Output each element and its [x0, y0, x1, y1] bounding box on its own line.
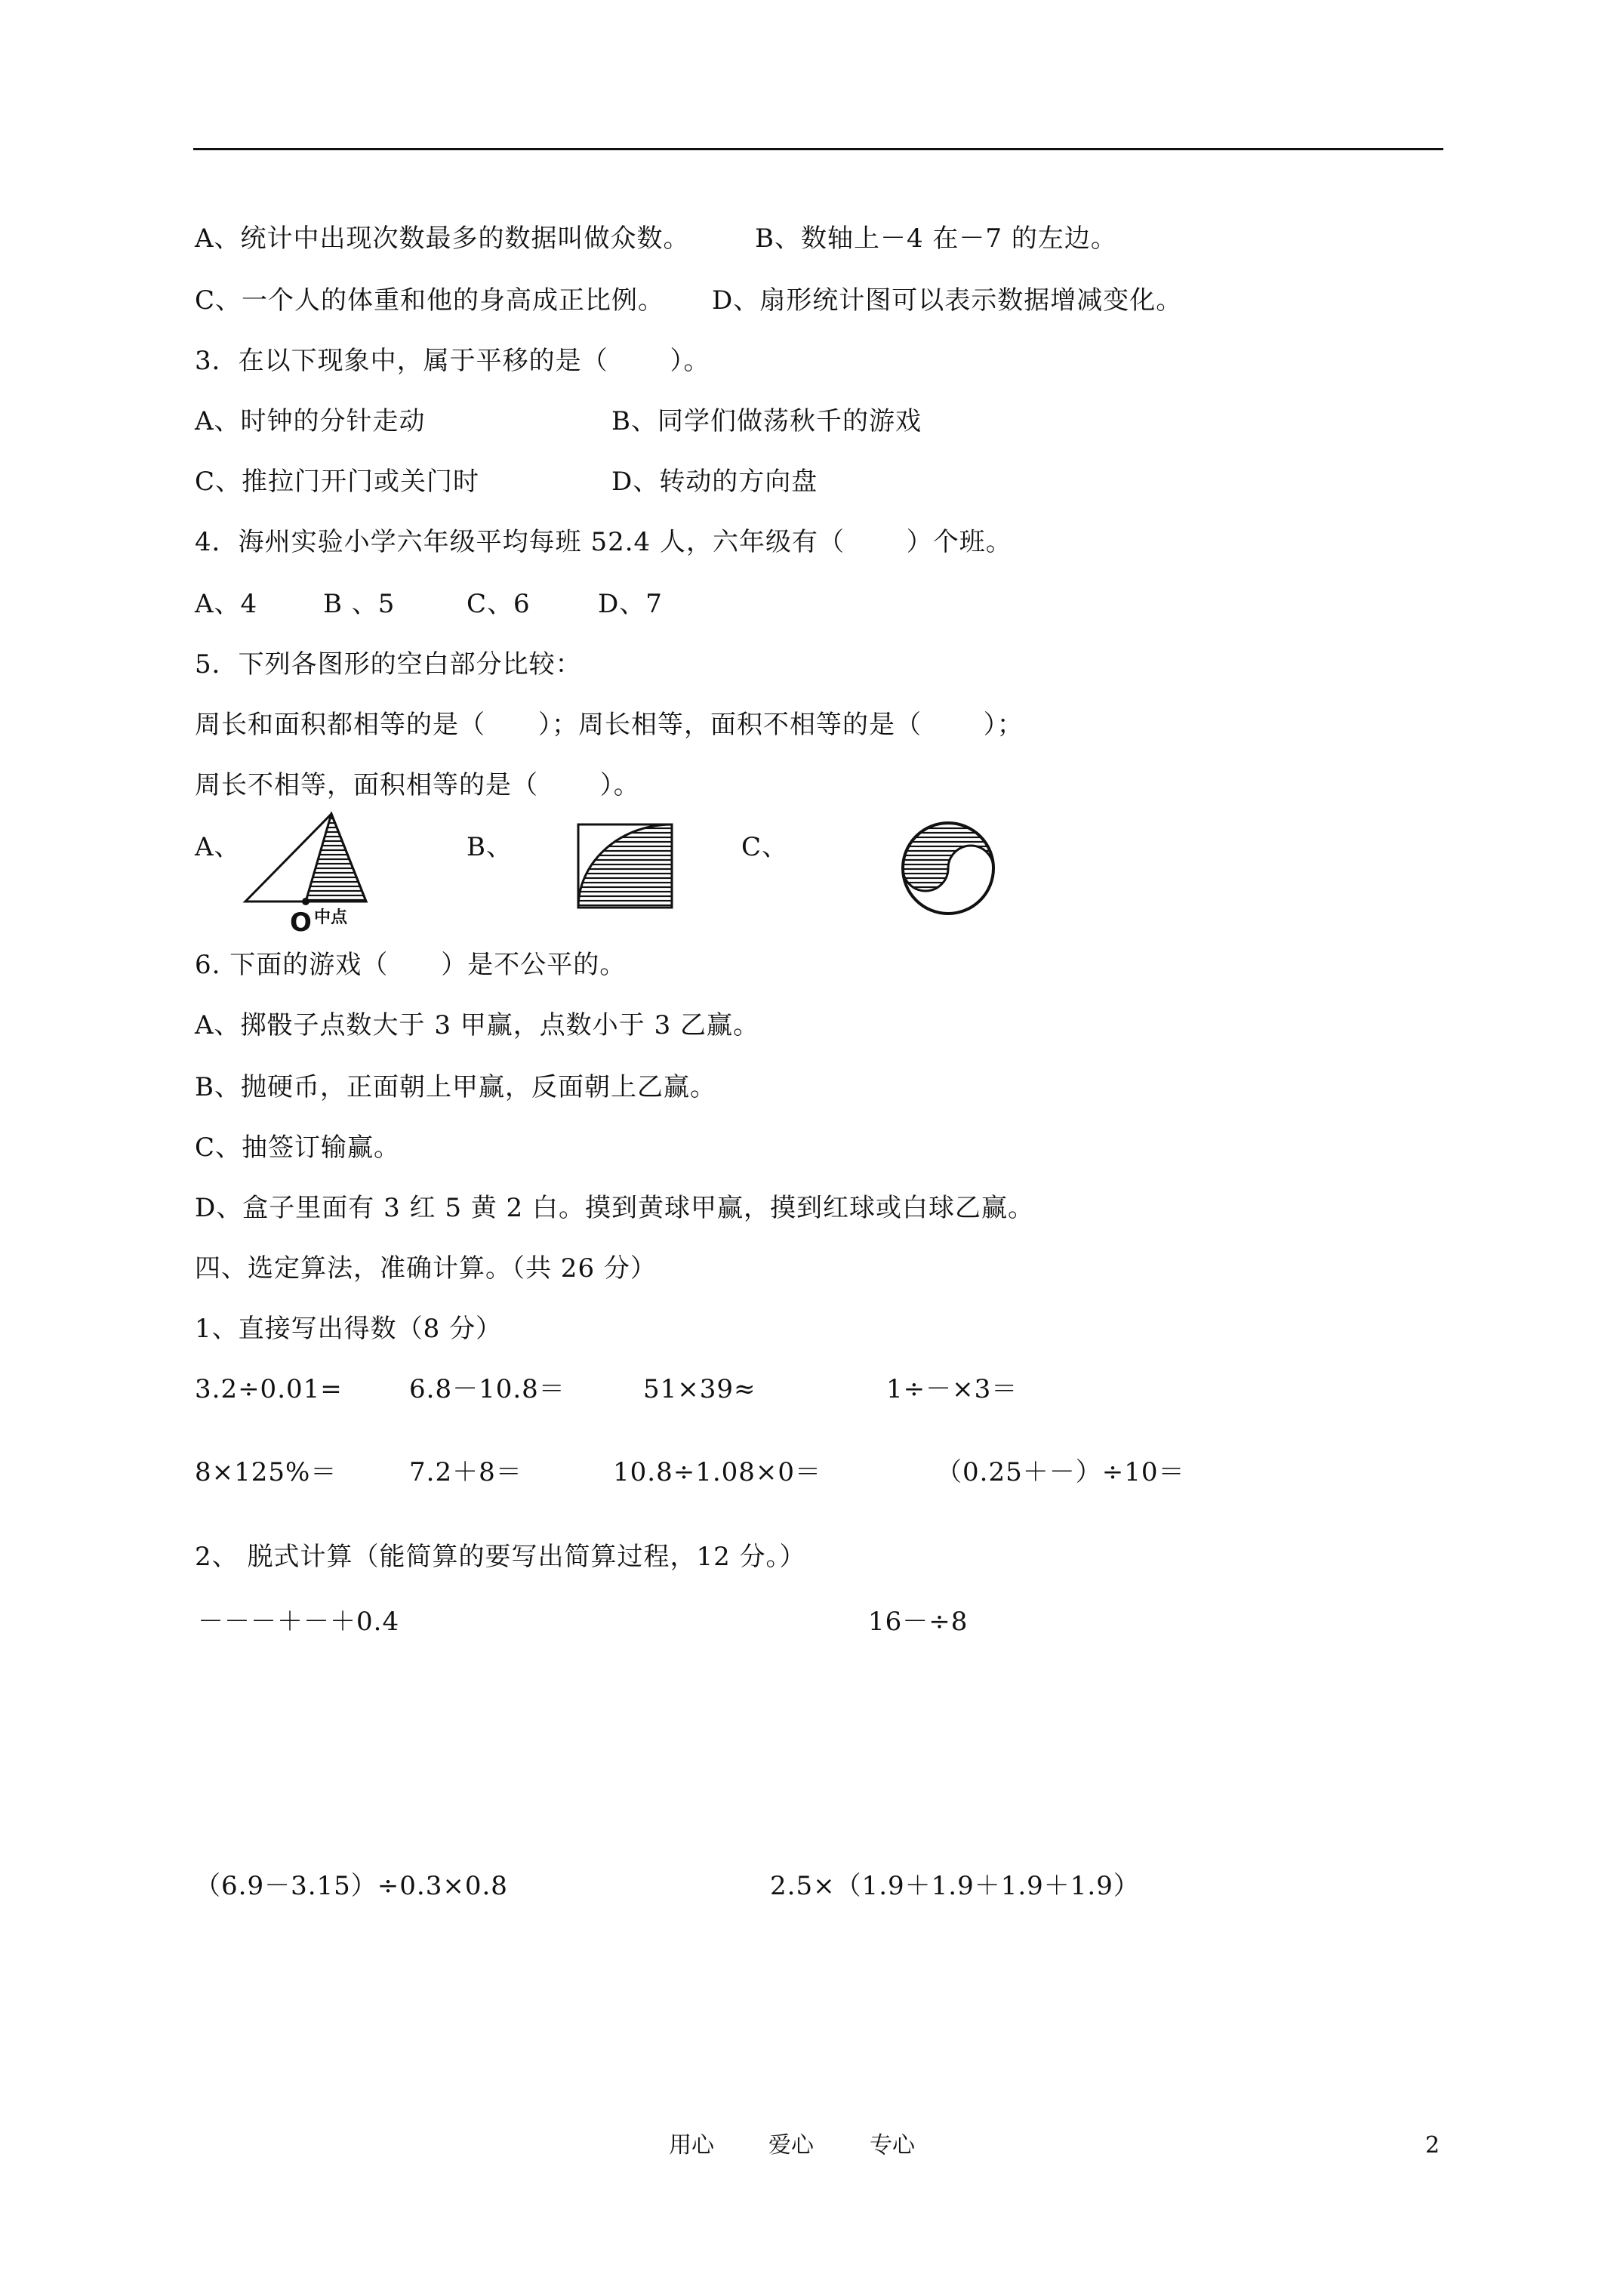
- q5-stem: 5．下列各图形的空白部分比较：: [195, 649, 582, 680]
- q2-option-a: A、统计中出现次数最多的数据叫做众数。: [195, 223, 690, 254]
- q5-figure-b-label: B、: [467, 832, 513, 862]
- oral-calc-item: 51×39≈: [643, 1374, 756, 1404]
- oral-calc-item: 6.8－10.8＝: [409, 1374, 565, 1404]
- figure-a-point-o: O: [290, 908, 312, 932]
- footer-motto-1: 用心: [669, 2132, 714, 2159]
- header-rule: [193, 148, 1443, 150]
- q4-option-b: B 、5: [323, 589, 396, 619]
- q5-line-1: 周长和面积都相等的是（ ）；周长相等，面积不相等的是（ ）；: [195, 710, 1024, 740]
- q4-option-c: C、6: [467, 589, 531, 619]
- section-4-part-1: 1、直接写出得数（8 分）: [195, 1314, 503, 1344]
- footer-motto-3: 专心: [870, 2132, 915, 2159]
- oral-calc-item: 3.2÷0.01=: [195, 1374, 343, 1404]
- q3-option-d: D、转动的方向盘: [611, 467, 818, 497]
- q3-option-b: B、同学们做荡秋千的游戏: [611, 406, 922, 436]
- written-calc-item: 2.5×（1.9＋1.9＋1.9＋1.9）: [770, 1871, 1140, 1901]
- oral-calc-item: 8×125%＝: [195, 1457, 337, 1487]
- q3-stem: 3．在以下现象中，属于平移的是（ ）。: [195, 346, 710, 376]
- section-4-title: 四、选定算法，准确计算。（共 26 分）: [195, 1253, 657, 1284]
- q6-option-a: A、掷骰子点数大于 3 甲赢，点数小于 3 乙赢。: [195, 1010, 760, 1040]
- footer-motto-2: 爱心: [768, 2132, 814, 2159]
- q4-option-a: A、4: [195, 589, 258, 619]
- written-calc-item: 16－÷8: [868, 1607, 969, 1637]
- oral-calc-item: 1÷－×3＝: [886, 1374, 1018, 1404]
- oral-calc-item: （0.25＋－）÷10＝: [936, 1457, 1185, 1487]
- written-calc-item: （6.9－3.15）÷0.3×0.8: [195, 1871, 508, 1901]
- q5-figure-a-label: A、: [195, 832, 241, 862]
- page-number: 2: [1425, 2132, 1440, 2159]
- figure-a-midpoint-label: 中点: [314, 908, 348, 927]
- q5-figure-c-label: C、: [741, 832, 789, 862]
- q6-stem: 6. 下面的游戏（ ）是不公平的。: [195, 950, 627, 980]
- q4-stem: 4．海州实验小学六年级平均每班 52.4 人，六年级有（ ）个班。: [195, 527, 1012, 557]
- q3-option-c: C、推拉门开门或关门时: [195, 467, 480, 497]
- q2-option-b: B、数轴上－4 在－7 的左边。: [755, 223, 1117, 254]
- figure-c-circle: [901, 821, 995, 915]
- oral-calc-item: 7.2＋8＝: [409, 1457, 522, 1487]
- q2-option-c: C、一个人的体重和他的身高成正比例。: [195, 285, 665, 316]
- q6-option-b: B、抛硬币，正面朝上甲赢，反面朝上乙赢。: [195, 1072, 716, 1102]
- q5-line-2: 周长不相等，面积相等的是（ ）。: [195, 770, 640, 800]
- figure-b-square-arc: [575, 821, 678, 912]
- q2-option-d: D、扇形统计图可以表示数据增减变化。: [712, 285, 1183, 316]
- q6-option-d: D、盒子里面有 3 红 5 黄 2 白。摸到黄球甲赢，摸到红球或白球乙赢。: [195, 1193, 1034, 1223]
- section-4-part-2: 2、 脱式计算（能简算的要写出简算过程，12 分。）: [195, 1542, 806, 1572]
- q6-option-c: C、抽签订输赢。: [195, 1133, 401, 1163]
- figure-a-triangle: [238, 812, 389, 932]
- oral-calc-item: 10.8÷1.08×0＝: [613, 1457, 822, 1487]
- q3-option-a: A、时钟的分针走动: [195, 406, 426, 436]
- written-calc-item: －－－＋－＋0.4: [198, 1607, 400, 1637]
- q4-option-d: D、7: [598, 589, 663, 619]
